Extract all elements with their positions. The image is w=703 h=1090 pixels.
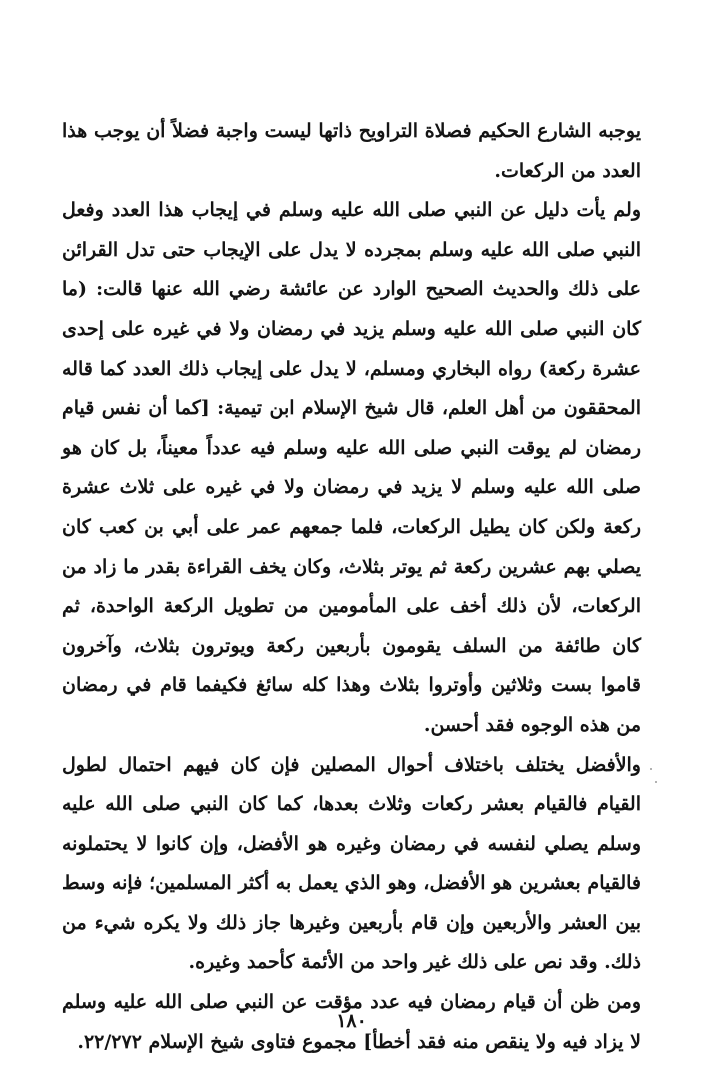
body-text [62, 112, 641, 1062]
paragraph-2: ولم يأت دليل عن النبي صلى الله عليه وسلم في إيجاب هذا العدد وفعل النبي صلى الله عليه وسلم بمجرده لا يدل على الإيجاب حتى تدل القرائن على ذلك والحديث الصحيح الوارد عن عائشة رضي الله عنها قالت: (ما كان النبي صلى الله عليه وسلم يزيد في رمضان ولا في غيره على إحدى عشرة ركعة) رواه البخاري ومسلم، لا يدل على إيجاب ذلك العدد كما قاله المحققون من أهل العلم، قال شيخ الإسلام ابن تيمية: [كما أن نفس قيام رمضان لم يوقت النبي صلى الله عليه وسلم فيه عدداً معيناً، بل كان هو صلى الله عليه وسلم لا يزيد في رمضان ولا في غيره على ثلاث عشرة ركعة ولكن كان يطيل الركعات، فلما جمعهم عمر على أبي بن كعب كان يصلي بهم عشرين ركعة ثم يوتر بثلاث، وكان يخف القراءة بقدر ما زاد من الركعات، لأن ذلك أخف على المأمومين من تطويل الركعة الواحدة، ثم كان طائفة من السلف يقومون بأربعين ركعة ويوترون بثلاث، وآخرون قاموا بست وثلاثين وأوتروا بثلاث وهذا كله سائغ فكيفما قام في رمضان من هذه الوجوه فقد أحسن. [62, 199, 641, 736]
scan-speck [655, 781, 657, 783]
paragraph-1: يوجبه الشارع الحكيم فصلاة التراويح ذاتها ليست واجبة فضلاً أن يوجب هذا العدد من الركعات. [62, 120, 641, 182]
paragraph-3: والأفضل يختلف باختلاف أحوال المصلين فإن كان فيهم احتمال لطول القيام فالقيام بعشر ركعات وثلاث بعدها، كما كان النبي صلى الله عليه وسلم يصلي لنفسه في رمضان وغيره هو الأفضل، وإن كانوا لا يحتملونه فالقيام بعشرين هو الأفضل، وهو الذي يعمل به أكثر المسلمين؛ فإنه وسط بين العشر والأربعين وإن قام بأربعين وغيرها جاز ذلك ولا يكره شيء من ذلك. وقد نص على ذلك غير واحد من الأئمة كأحمد وغيره. [62, 753, 641, 974]
scan-speck [650, 768, 652, 770]
page-number: ١٨٠ [336, 1010, 367, 1032]
paragraph-4: ومن ظن أن قيام رمضان فيه عدد مؤقت عن النبي صلى الله عليه وسلم لا يزاد فيه ولا ينقص منه فقد أخطأ] مجموع فتاوى شيخ الإسلام ٢٢/٢٧٢. [62, 991, 641, 1053]
